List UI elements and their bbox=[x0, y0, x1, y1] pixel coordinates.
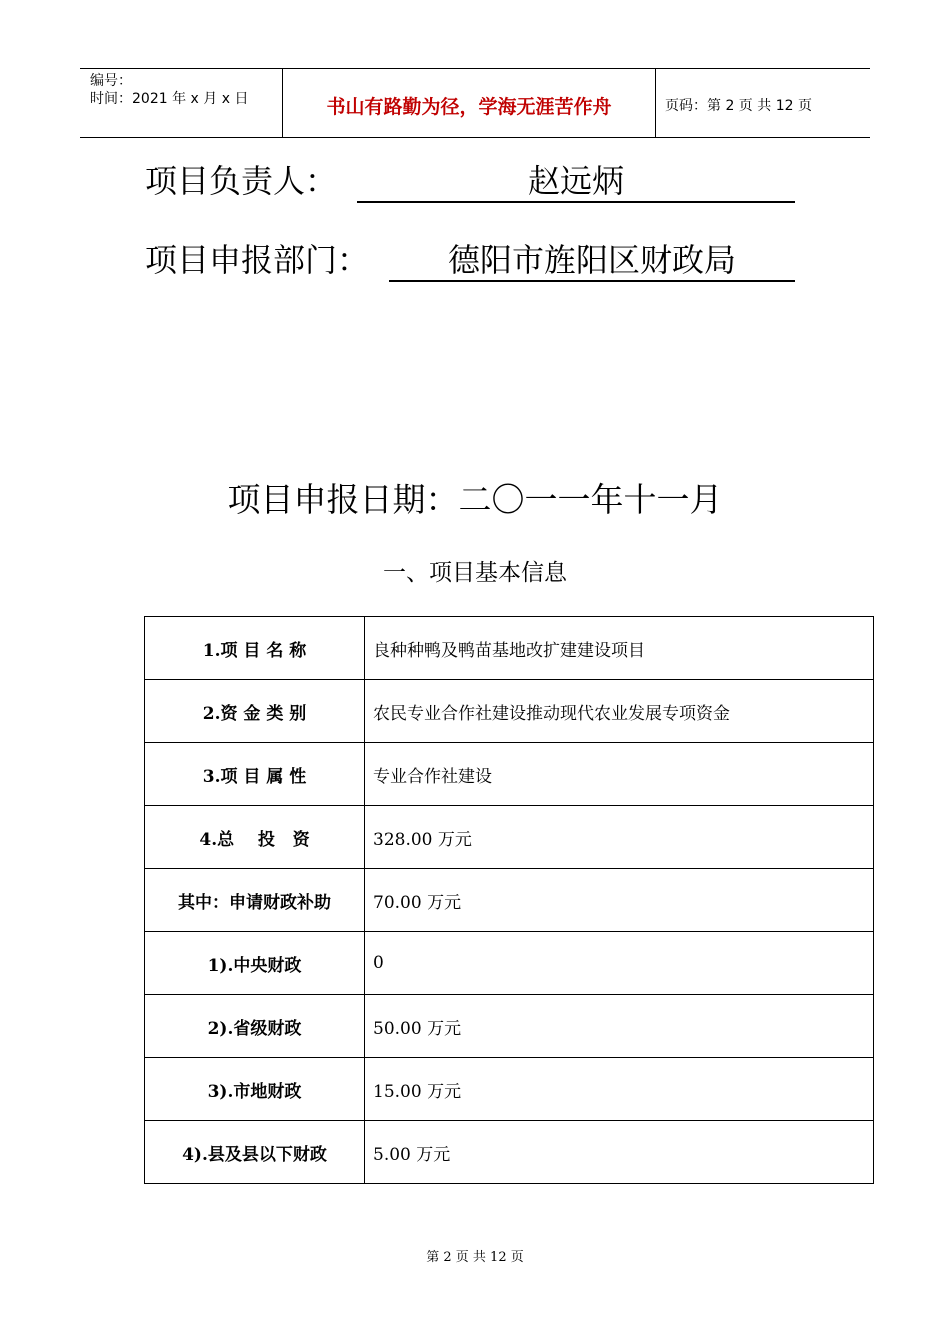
leader-field bbox=[145, 161, 805, 205]
row-value: 50.00 万元 bbox=[365, 995, 874, 1058]
row-value: 良种种鸭及鸭苗基地改扩建建设项目 bbox=[365, 617, 874, 680]
row-value: 专业合作社建设 bbox=[365, 743, 874, 806]
row-key: 3).市地财政 bbox=[145, 1058, 365, 1121]
row-key: 1.项 目 名 称 bbox=[145, 617, 365, 680]
motto-text: 书山有路勤为径，学海无涯苦作舟 bbox=[326, 96, 612, 118]
table-row bbox=[145, 1121, 874, 1184]
row-key: 4.总 投 资 bbox=[145, 806, 365, 869]
time-label: 时间：2021 年 x 月 x 日 bbox=[90, 91, 249, 107]
row-key: 其中：申请财政补助 bbox=[145, 869, 365, 932]
table-row bbox=[145, 680, 874, 743]
table-row bbox=[145, 806, 874, 869]
header-motto-cell bbox=[282, 69, 656, 137]
leader-label: 项目负责人： bbox=[145, 162, 338, 200]
row-value: 0 bbox=[365, 932, 874, 995]
section-title: 一、项目基本信息 bbox=[383, 560, 567, 586]
row-key: 2).省级财政 bbox=[145, 995, 365, 1058]
row-key: 2.资 金 类 别 bbox=[145, 680, 365, 743]
leader-value: 赵远炳 bbox=[357, 161, 795, 203]
row-value: 5.00 万元 bbox=[365, 1121, 874, 1184]
table-row bbox=[145, 995, 874, 1058]
row-key: 1).中央财政 bbox=[145, 932, 365, 995]
row-key: 4).县及县以下财政 bbox=[145, 1121, 365, 1184]
table-row bbox=[145, 743, 874, 806]
dept-label: 项目申报部门： bbox=[145, 241, 370, 279]
dept-field bbox=[145, 240, 805, 284]
row-value: 70.00 万元 bbox=[365, 869, 874, 932]
row-value: 328.00 万元 bbox=[365, 806, 874, 869]
project-info-table bbox=[144, 616, 874, 1184]
row-value: 农民专业合作社建设推动现代农业发展专项资金 bbox=[365, 680, 874, 743]
page-footer: 第 2 页 共 12 页 bbox=[426, 1250, 524, 1265]
row-key: 3.项 目 属 性 bbox=[145, 743, 365, 806]
header-meta bbox=[80, 69, 282, 137]
table-row bbox=[145, 932, 874, 995]
page-info: 页码：第 2 页 共 12 页 bbox=[665, 98, 812, 114]
table-row bbox=[145, 869, 874, 932]
table-row bbox=[145, 617, 874, 680]
row-value: 15.00 万元 bbox=[365, 1058, 874, 1121]
dept-value: 德阳市旌阳区财政局 bbox=[389, 240, 795, 282]
page-header bbox=[80, 68, 870, 138]
header-page-cell bbox=[655, 69, 870, 137]
number-label: 编号： bbox=[90, 73, 132, 89]
report-date: 项目申报日期：二〇一一年十一月 bbox=[227, 480, 723, 519]
table-row bbox=[145, 1058, 874, 1121]
